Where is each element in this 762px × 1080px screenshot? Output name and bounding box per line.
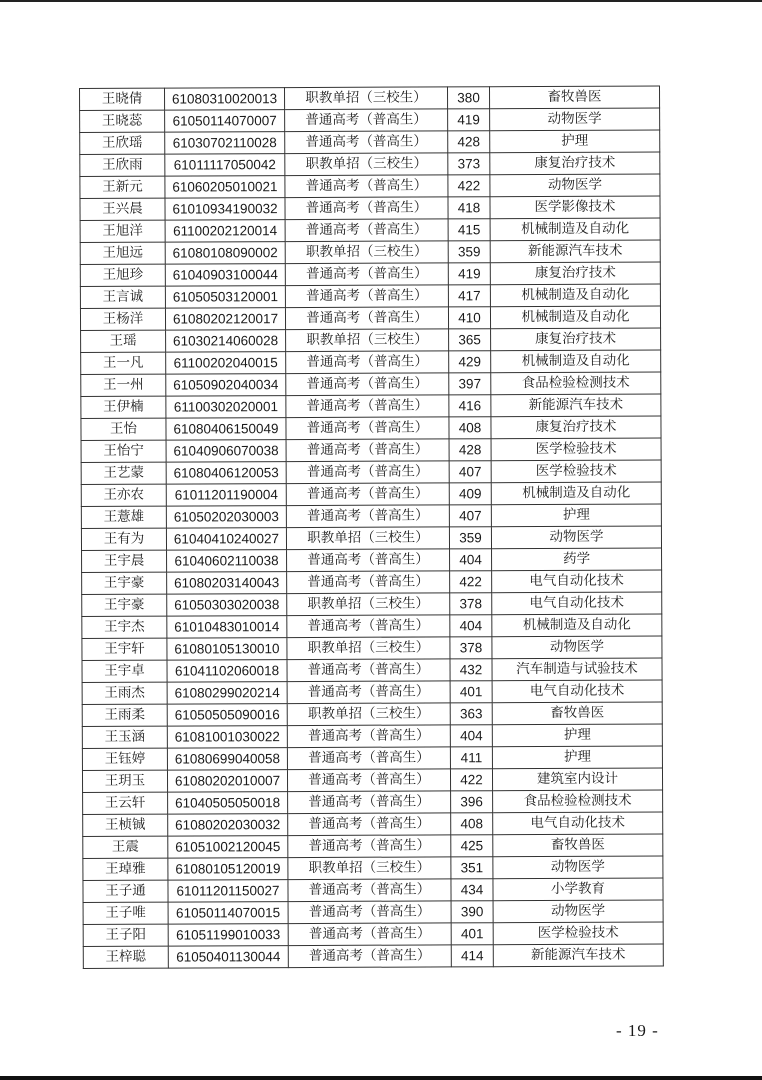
exam-id-cell: 61100202040015 <box>166 352 286 375</box>
major-cell: 康复治疗技术 <box>490 262 660 285</box>
exam-id-cell: 61011201150027 <box>168 880 288 903</box>
table-body <box>80 86 664 969</box>
major-cell: 动物医学 <box>490 108 660 131</box>
major-cell: 护理 <box>492 724 662 747</box>
score-cell: 414 <box>451 945 493 967</box>
score-cell: 404 <box>450 615 492 637</box>
student-name-cell: 王雨杰 <box>82 682 167 704</box>
admission-type-cell: 普通高考（普高生） <box>285 197 448 220</box>
student-name-cell: 王一凡 <box>81 352 166 374</box>
exam-id-cell: 61050114070007 <box>165 110 285 133</box>
major-cell: 电气自动化技术 <box>492 592 662 615</box>
student-name-cell: 王亦农 <box>81 484 166 506</box>
major-cell: 机械制造及自动化 <box>492 614 662 637</box>
table-row <box>82 570 662 595</box>
exam-id-cell: 61080203140043 <box>167 572 287 595</box>
table-row <box>83 900 663 925</box>
page-top-edge <box>0 0 762 2</box>
exam-id-cell: 61041102060018 <box>167 660 287 683</box>
exam-id-cell: 61080105120019 <box>168 858 288 881</box>
score-cell: 396 <box>451 791 493 813</box>
score-cell: 359 <box>449 527 491 549</box>
admission-type-cell: 职教单招（三校生） <box>286 527 449 550</box>
table-row <box>83 790 663 815</box>
table-row <box>80 152 660 177</box>
student-name-cell: 王子唯 <box>83 902 168 924</box>
admission-type-cell: 普通高考（普高生） <box>288 835 451 858</box>
table-row <box>81 504 661 529</box>
exam-id-cell: 61060205010021 <box>165 176 285 199</box>
score-cell: 351 <box>451 857 493 879</box>
exam-id-cell: 61080406120053 <box>166 462 286 485</box>
admission-type-cell: 普通高考（普高生） <box>288 879 451 902</box>
student-name-cell: 王玥玉 <box>82 770 167 792</box>
score-cell: 432 <box>450 659 492 681</box>
score-cell: 428 <box>449 439 491 461</box>
exam-id-cell: 61050503120001 <box>165 286 285 309</box>
admission-type-cell: 职教单招（三校生） <box>285 153 448 176</box>
score-cell: 434 <box>451 879 493 901</box>
student-name-cell: 王雨柔 <box>82 704 167 726</box>
score-cell: 365 <box>449 329 491 351</box>
admission-type-cell: 普通高考（普高生） <box>285 175 448 198</box>
score-cell: 429 <box>449 351 491 373</box>
admission-type-cell: 普通高考（普高生） <box>287 725 450 748</box>
score-cell: 390 <box>451 901 493 923</box>
table-row <box>82 768 662 793</box>
major-cell: 畜牧兽医 <box>489 86 659 109</box>
exam-id-cell: 61010934190032 <box>165 198 285 221</box>
student-name-cell: 王宇豪 <box>82 572 167 594</box>
admission-type-cell: 职教单招（三校生） <box>285 87 448 110</box>
table-row <box>80 130 660 155</box>
major-cell: 医学检验技术 <box>493 922 663 945</box>
major-cell: 动物医学 <box>493 900 663 923</box>
table-row <box>80 306 660 331</box>
table-row <box>80 108 660 133</box>
major-cell: 食品检验检测技术 <box>491 372 661 395</box>
major-cell: 电气自动化技术 <box>492 680 662 703</box>
student-name-cell: 王有为 <box>81 528 166 550</box>
score-cell: 363 <box>450 703 492 725</box>
table-row <box>80 86 660 111</box>
admission-type-cell: 职教单招（三校生） <box>287 703 450 726</box>
exam-id-cell: 61050401130044 <box>168 946 288 969</box>
table-row <box>82 636 662 661</box>
major-cell: 汽车制造与试验技术 <box>492 658 662 681</box>
admission-type-cell: 普通高考（普高生） <box>285 109 448 132</box>
exam-id-cell: 61040906070038 <box>166 440 286 463</box>
table-row <box>81 482 661 507</box>
student-name-cell: 王宇轩 <box>82 638 167 660</box>
admission-type-cell: 普通高考（普高生） <box>286 461 449 484</box>
major-cell: 护理 <box>492 746 662 769</box>
exam-id-cell: 61051002120045 <box>168 836 288 859</box>
major-cell: 机械制造及自动化 <box>490 306 660 329</box>
admission-type-cell: 职教单招（三校生） <box>287 637 450 660</box>
admission-type-cell: 普通高考（普高生） <box>288 791 451 814</box>
score-cell: 422 <box>450 571 492 593</box>
exam-id-cell: 61050303020038 <box>167 594 287 617</box>
major-cell: 护理 <box>491 504 661 527</box>
student-name-cell: 王艺蒙 <box>81 462 166 484</box>
student-name-cell: 王杨洋 <box>80 308 165 330</box>
table-row <box>81 328 661 353</box>
admission-type-cell: 普通高考（普高生） <box>287 615 450 638</box>
student-name-cell: 王旭远 <box>80 242 165 264</box>
major-cell: 食品检验检测技术 <box>493 790 663 813</box>
student-name-cell: 王玉涵 <box>82 726 167 748</box>
admission-type-cell: 普通高考（普高生） <box>287 659 450 682</box>
score-cell: 417 <box>448 285 490 307</box>
exam-id-cell: 61040903100044 <box>165 264 285 287</box>
admission-type-cell: 普通高考（普高生） <box>285 263 448 286</box>
score-cell: 378 <box>450 637 492 659</box>
table-row <box>81 416 661 441</box>
exam-id-cell: 61081001030022 <box>167 726 287 749</box>
admission-type-cell: 普通高考（普高生） <box>288 945 451 968</box>
major-cell: 动物医学 <box>490 174 660 197</box>
score-cell: 404 <box>450 549 492 571</box>
admission-type-cell: 职教单招（三校生） <box>285 241 448 264</box>
score-cell: 407 <box>449 461 491 483</box>
exam-id-cell: 61080310020013 <box>165 88 285 111</box>
exam-id-cell: 61040602110038 <box>167 550 287 573</box>
student-name-cell: 王宇晨 <box>82 550 167 572</box>
score-cell: 408 <box>451 813 493 835</box>
exam-id-cell: 61050505090016 <box>167 704 287 727</box>
major-cell: 动物医学 <box>493 856 663 879</box>
student-name-cell: 王薏雄 <box>81 506 166 528</box>
admission-type-cell: 普通高考（普高生） <box>287 747 450 770</box>
score-cell: 428 <box>448 131 490 153</box>
major-cell: 建筑室内设计 <box>492 768 662 791</box>
student-name-cell: 王怡 <box>81 418 166 440</box>
major-cell: 康复治疗技术 <box>491 416 661 439</box>
admission-type-cell: 普通高考（普高生） <box>287 769 450 792</box>
major-cell: 医学检验技术 <box>491 438 661 461</box>
major-cell: 电气自动化技术 <box>492 570 662 593</box>
major-cell: 电气自动化技术 <box>493 812 663 835</box>
score-cell: 401 <box>451 923 493 945</box>
admission-type-cell: 普通高考（普高生） <box>288 901 451 924</box>
exam-id-cell: 61080202030032 <box>168 814 288 837</box>
student-name-cell: 王桢铖 <box>83 814 168 836</box>
admission-type-cell: 职教单招（三校生） <box>288 857 451 880</box>
exam-id-cell: 61080202010007 <box>167 770 287 793</box>
major-cell: 康复治疗技术 <box>490 152 660 175</box>
table-row <box>80 218 660 243</box>
score-cell: 410 <box>448 307 490 329</box>
admission-type-cell: 普通高考（普高生） <box>287 681 450 704</box>
major-cell: 机械制造及自动化 <box>491 482 661 505</box>
exam-id-cell: 61100302020001 <box>166 396 286 419</box>
exam-id-cell: 61080406150049 <box>166 418 286 441</box>
table-row <box>81 394 661 419</box>
score-cell: 401 <box>450 681 492 703</box>
table-row <box>81 526 661 551</box>
exam-id-cell: 61011201190004 <box>166 484 286 507</box>
score-cell: 416 <box>449 395 491 417</box>
score-cell: 418 <box>448 197 490 219</box>
admission-type-cell: 普通高考（普高生） <box>285 219 448 242</box>
exam-id-cell: 61080202120017 <box>165 308 285 331</box>
score-cell: 407 <box>449 505 491 527</box>
table-row <box>82 724 662 749</box>
admission-type-cell: 职教单招（三校生） <box>287 593 450 616</box>
score-cell: 359 <box>448 241 490 263</box>
major-cell: 动物医学 <box>491 526 661 549</box>
table-row <box>82 702 662 727</box>
major-cell: 机械制造及自动化 <box>491 350 661 373</box>
exam-id-cell: 61040505050018 <box>168 792 288 815</box>
major-cell: 畜牧兽医 <box>492 702 662 725</box>
admission-type-cell: 普通高考（普高生） <box>286 505 449 528</box>
score-cell: 411 <box>450 747 492 769</box>
student-name-cell: 王欣雨 <box>80 154 165 176</box>
student-name-cell: 王宇卓 <box>82 660 167 682</box>
table-row <box>83 878 663 903</box>
table-row <box>80 174 660 199</box>
student-name-cell: 王子通 <box>83 880 168 902</box>
table-row <box>82 680 662 705</box>
table-row <box>83 834 663 859</box>
table-row <box>81 438 661 463</box>
exam-id-cell: 61011117050042 <box>165 154 285 177</box>
table-row <box>83 812 663 837</box>
table-row <box>82 592 662 617</box>
student-name-cell: 王一州 <box>81 374 166 396</box>
student-name-cell: 王云轩 <box>83 792 168 814</box>
exam-id-cell: 61050114070015 <box>168 902 288 925</box>
admission-type-cell: 普通高考（普高生） <box>287 549 450 572</box>
major-cell: 康复治疗技术 <box>491 328 661 351</box>
table-row <box>81 460 661 485</box>
exam-id-cell: 61051199010033 <box>168 924 288 947</box>
major-cell: 机械制造及自动化 <box>490 218 660 241</box>
admission-type-cell: 普通高考（普高生） <box>286 395 449 418</box>
score-cell: 380 <box>447 87 489 109</box>
student-name-cell: 王梓聪 <box>83 946 168 968</box>
exam-id-cell: 61050902040034 <box>166 374 286 397</box>
table-row <box>80 284 660 309</box>
page-number: - 19 - <box>616 1021 659 1040</box>
student-name-cell: 王宇豪 <box>82 594 167 616</box>
student-name-cell: 王言诚 <box>80 286 165 308</box>
admission-type-cell: 普通高考（普高生） <box>288 923 451 946</box>
student-name-cell: 王怡宁 <box>81 440 166 462</box>
student-name-cell: 王晓蕊 <box>80 110 165 132</box>
table-row <box>82 658 662 683</box>
table-row <box>81 350 661 375</box>
score-cell: 373 <box>448 153 490 175</box>
table-row <box>82 614 662 639</box>
admission-list-table <box>79 85 664 969</box>
score-cell: 378 <box>450 593 492 615</box>
admission-type-cell: 普通高考（普高生） <box>287 571 450 594</box>
table-row <box>80 196 660 221</box>
admission-type-cell: 普通高考（普高生） <box>288 813 451 836</box>
major-cell: 机械制造及自动化 <box>490 284 660 307</box>
student-name-cell: 王欣瑶 <box>80 132 165 154</box>
major-cell: 新能源汽车技术 <box>493 944 663 967</box>
table-row <box>80 262 660 287</box>
table-row <box>81 372 661 397</box>
student-name-cell: 王兴晨 <box>80 198 165 220</box>
table-row <box>82 548 662 573</box>
admission-type-cell: 普通高考（普高生） <box>285 307 448 330</box>
exam-id-cell: 61010483010014 <box>167 616 287 639</box>
student-name-cell: 王琸雅 <box>83 858 168 880</box>
student-name-cell: 王晓倩 <box>80 88 165 110</box>
table-row <box>83 944 663 969</box>
major-cell: 动物医学 <box>492 636 662 659</box>
major-cell: 小学教育 <box>493 878 663 901</box>
admission-type-cell: 普通高考（普高生） <box>285 131 448 154</box>
exam-id-cell: 61080699040058 <box>167 748 287 771</box>
exam-id-cell: 61050202030003 <box>166 506 286 529</box>
score-cell: 409 <box>449 483 491 505</box>
exam-id-cell: 61080108090002 <box>165 242 285 265</box>
student-name-cell: 王震 <box>83 836 168 858</box>
major-cell: 医学影像技术 <box>490 196 660 219</box>
exam-id-cell: 61080105130010 <box>167 638 287 661</box>
exam-id-cell: 61080299020214 <box>167 682 287 705</box>
major-cell: 新能源汽车技术 <box>490 240 660 263</box>
student-name-cell: 王瑶 <box>81 330 166 352</box>
score-cell: 404 <box>450 725 492 747</box>
score-cell: 422 <box>450 769 492 791</box>
table-row <box>82 746 662 771</box>
score-cell: 415 <box>448 219 490 241</box>
student-name-cell: 王钰婷 <box>82 748 167 770</box>
student-name-cell: 王旭洋 <box>80 220 165 242</box>
admission-type-cell: 职教单招（三校生） <box>286 329 449 352</box>
score-cell: 408 <box>449 417 491 439</box>
major-cell: 医学检验技术 <box>491 460 661 483</box>
admission-type-cell: 普通高考（普高生） <box>286 439 449 462</box>
exam-id-cell: 61030702110028 <box>165 132 285 155</box>
admission-type-cell: 普通高考（普高生） <box>285 285 448 308</box>
student-name-cell: 王伊楠 <box>81 396 166 418</box>
admission-type-cell: 普通高考（普高生） <box>286 417 449 440</box>
score-cell: 422 <box>448 175 490 197</box>
major-cell: 护理 <box>490 130 660 153</box>
exam-id-cell: 61040410240027 <box>166 528 286 551</box>
admission-type-cell: 普通高考（普高生） <box>286 483 449 506</box>
score-cell: 419 <box>448 109 490 131</box>
student-name-cell: 王宇杰 <box>82 616 167 638</box>
table-row <box>83 856 663 881</box>
admission-type-cell: 普通高考（普高生） <box>286 351 449 374</box>
major-cell: 畜牧兽医 <box>493 834 663 857</box>
exam-id-cell: 61030214060028 <box>166 330 286 353</box>
score-cell: 425 <box>451 835 493 857</box>
admission-type-cell: 普通高考（普高生） <box>286 373 449 396</box>
score-cell: 419 <box>448 263 490 285</box>
page-bottom-edge <box>0 1076 762 1080</box>
table-row <box>83 922 663 947</box>
table-row <box>80 240 660 265</box>
student-name-cell: 王旭珍 <box>80 264 165 286</box>
major-cell: 药学 <box>492 548 662 571</box>
exam-id-cell: 61100202120014 <box>165 220 285 243</box>
student-name-cell: 王新元 <box>80 176 165 198</box>
student-name-cell: 王子阳 <box>83 924 168 946</box>
score-cell: 397 <box>449 373 491 395</box>
major-cell: 新能源汽车技术 <box>491 394 661 417</box>
